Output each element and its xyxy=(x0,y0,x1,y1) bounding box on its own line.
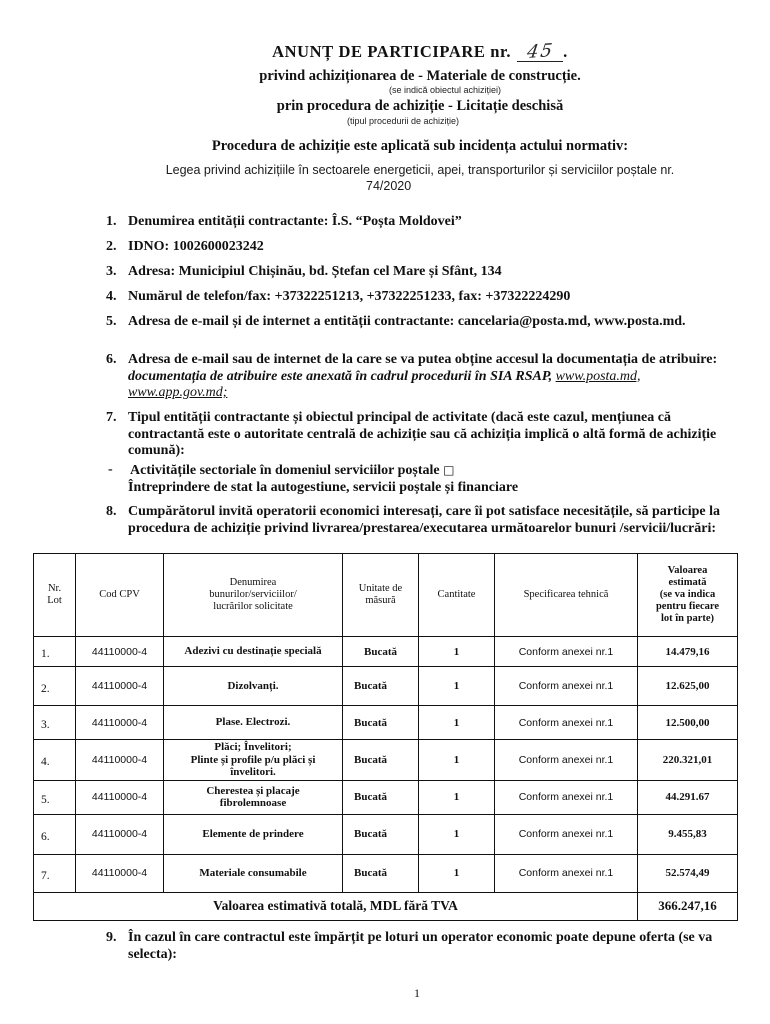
cpv-code-cell: 44110000-4 xyxy=(76,780,164,814)
lot-number-cell: 3. xyxy=(34,706,76,740)
lot-row xyxy=(34,854,738,892)
item-name-line: Plăci; Învelitori; xyxy=(214,741,292,753)
cpv-code-cell: 44110000-4 xyxy=(76,667,164,706)
item-name-cell xyxy=(164,637,343,667)
total-label: Valoarea estimativă totală, MDL fără TVA xyxy=(34,892,638,920)
unit-cell: Bucată xyxy=(343,706,419,740)
header-unit xyxy=(343,554,419,637)
procurement-object-hint: (se indică obiectul achiziției) xyxy=(389,85,502,95)
item-lot-offers xyxy=(106,930,732,963)
bullet-text: Activitățile sectoriale în domeniul serviciilor poștale xyxy=(130,463,440,478)
header-line: lot în parte) xyxy=(660,613,715,624)
cpv-code-cell: 44110000-4 xyxy=(76,854,164,892)
technical-spec-cell: Conform anexei nr.1 xyxy=(495,706,638,740)
lot-number-cell: 5. xyxy=(34,780,76,814)
item-number: 4. xyxy=(106,289,117,304)
item-number: 6. xyxy=(106,352,117,367)
header-estimated-value xyxy=(638,554,738,637)
header-line: lucrărilor solicitate xyxy=(213,601,293,612)
cpv-code-cell: 44110000-4 xyxy=(76,637,164,667)
header-technical-spec xyxy=(495,554,638,637)
normative-act-heading: Procedura de achiziție este aplicată sub incidența actului normativ: xyxy=(211,138,629,154)
estimated-value-cell: 12.625,00 xyxy=(638,667,738,706)
item-text-block xyxy=(128,352,732,402)
lot-row xyxy=(34,667,738,706)
item-name-line: Materiale consumabile xyxy=(199,866,307,879)
handwritten-number-field xyxy=(517,39,563,64)
cpv-code-cell: 44110000-4 xyxy=(76,740,164,781)
item-text: În cazul în care contractul este împărțit pe loturi un operator economic poate depune oferta (se va selecta): xyxy=(128,930,713,962)
lot-number-cell: 1. xyxy=(34,637,76,667)
header-line: (se va indica xyxy=(659,589,716,600)
item-entity-type xyxy=(106,410,732,460)
item-name-line: Cherestea și placaje xyxy=(206,784,300,797)
item-text: IDNO: 1002600023242 xyxy=(128,239,264,254)
item-number: 2. xyxy=(106,239,117,254)
quantity-cell: 1 xyxy=(419,667,495,706)
unit-cell: Bucată xyxy=(343,854,419,892)
item-text: Adresa: Municipiul Chișinău, bd. Ștefan cel Mare și Sfânt, 134 xyxy=(128,264,502,279)
estimated-value-cell: 220.321,01 xyxy=(638,740,738,781)
item-name-cell xyxy=(164,780,343,814)
total-row xyxy=(34,892,738,920)
header-line: Unitate de xyxy=(358,583,403,594)
quantity-cell: 1 xyxy=(419,814,495,854)
item-phone-fax xyxy=(106,289,732,306)
estimated-value-cell: 12.500,00 xyxy=(638,706,738,740)
procedure-type-line: prin procedura de achiziție - Licitație deschisă xyxy=(276,98,564,114)
item-name-line: învelitori. xyxy=(230,766,276,778)
item-name-cell xyxy=(164,706,343,740)
unit-cell: Bucată xyxy=(343,814,419,854)
bullet-line xyxy=(130,462,732,480)
quantity-cell: 1 xyxy=(419,780,495,814)
estimated-value-cell: 52.574,49 xyxy=(638,854,738,892)
item-invitation xyxy=(106,504,732,537)
unit-cell: Bucată xyxy=(343,740,419,781)
header-quantity xyxy=(419,554,495,637)
procedure-type-hint: (tipul procedurii de achiziție) xyxy=(347,116,460,126)
header-line: pentru fiecare xyxy=(655,601,720,612)
document-title xyxy=(70,40,770,64)
header-line: Specificarea tehnică xyxy=(523,589,609,600)
item-number: 1. xyxy=(106,214,117,229)
title-text: ANUNȚ DE PARTICIPARE nr. xyxy=(272,42,512,61)
title-end: . xyxy=(563,42,568,61)
checkbox-icon: □ xyxy=(443,463,455,477)
technical-spec-cell: Conform anexei nr.1 xyxy=(495,637,638,667)
technical-spec-cell: Conform anexei nr.1 xyxy=(495,780,638,814)
estimated-value-cell: 14.479,16 xyxy=(638,637,738,667)
quantity-cell: 1 xyxy=(419,740,495,781)
unit-cell: Bucată xyxy=(343,780,419,814)
lot-row xyxy=(34,740,738,781)
header-line: estimată xyxy=(668,577,707,588)
lot-number-cell: 2. xyxy=(34,667,76,706)
lots-table xyxy=(33,553,738,921)
header-line: Denumirea xyxy=(229,577,277,588)
technical-spec-cell: Conform anexei nr.1 xyxy=(495,667,638,706)
item-text: Cumpărătorul invită operatorii economici interesați, care îi pot satisface necesitățile, să participe la procedura de achiziție privind livrarea/prestarea/executarea următoarelor bunuri /servicii/lucrări: xyxy=(128,504,721,536)
lot-number-cell: 6. xyxy=(34,814,76,854)
lot-number-cell: 4. xyxy=(34,740,76,781)
item-name-line: Plase. Electrozi. xyxy=(215,716,291,729)
lot-row xyxy=(34,814,738,854)
header-line: măsură xyxy=(365,595,396,606)
cpv-code-cell: 44110000-4 xyxy=(76,814,164,854)
tender-docs-links: www.posta.md, www.app.gov.md; xyxy=(128,368,641,400)
header-line: Cantitate xyxy=(437,589,476,600)
estimated-value-cell: 9.455,83 xyxy=(638,814,738,854)
quantity-cell: 1 xyxy=(419,637,495,667)
item-email-web xyxy=(106,314,732,331)
lot-row xyxy=(34,780,738,814)
bullet-dash: - xyxy=(108,462,113,477)
item-contracting-entity xyxy=(106,214,732,231)
header-lot-number xyxy=(34,554,76,637)
total-value: 366.247,16 xyxy=(638,892,738,920)
item-text: Tipul entității contractante și obiectul principal de activitate (dacă este cazul, mențiunea că contractantă este o autoritate centrală de achiziție sau că achiziția implică o altă formă de achiziție comună): xyxy=(128,410,717,458)
quantity-cell: 1 xyxy=(419,706,495,740)
item-tender-docs-access xyxy=(106,352,732,402)
item-idno xyxy=(106,239,732,256)
item-name-line: Dizolvanți. xyxy=(227,679,279,692)
quantity-cell: 1 xyxy=(419,854,495,892)
technical-spec-cell: Conform anexei nr.1 xyxy=(495,814,638,854)
item-name-line: Adezivi cu destinație specială xyxy=(184,645,322,658)
table-header-row xyxy=(34,554,738,637)
header-line: bunurilor/serviciilor/ xyxy=(209,589,297,600)
handwritten-number: 45 xyxy=(525,39,556,64)
item-number: 3. xyxy=(106,264,117,279)
table-body xyxy=(34,637,738,921)
cpv-code-cell: 44110000-4 xyxy=(76,706,164,740)
technical-spec-cell: Conform anexei nr.1 xyxy=(495,740,638,781)
header-line: Valoarea xyxy=(667,565,708,576)
header-item-name xyxy=(164,554,343,637)
normative-act-line-1: Legea privind achizițiile în sectoarele energeticii, apei, transporturilor și serviciilor poștale nr. xyxy=(165,163,675,177)
header-cpv-code xyxy=(76,554,164,637)
procurement-object-line: privind achiziționarea de - Materiale de construcție. xyxy=(259,68,581,84)
item-name-line: fibrolemnoase xyxy=(219,797,287,809)
unit-cell: Bucată xyxy=(343,637,419,667)
item-text: Adresa de e-mail sau de internet de la care se va putea obține accesul la documentația de atribuire: xyxy=(128,352,718,367)
technical-spec-cell: Conform anexei nr.1 xyxy=(495,854,638,892)
item-text: Denumirea entității contractante: Î.S. “Poșta Moldovei” xyxy=(128,214,462,229)
item-text: Adresa de e-mail și de internet a entității contractante: cancelaria@posta.md, www.posta.md. xyxy=(128,314,686,329)
item-number: 8. xyxy=(106,504,117,519)
item-number: 9. xyxy=(106,930,117,945)
header-line: Cod CPV xyxy=(99,589,140,600)
page-number: 1 xyxy=(414,986,420,1000)
item-name-cell xyxy=(164,667,343,706)
tender-docs-note: documentația de atribuire este anexată în cadrul procedurii în SIA RSAP, xyxy=(128,368,553,384)
normative-act-line-2: 74/2020 xyxy=(366,179,412,193)
lot-number-cell: 7. xyxy=(34,854,76,892)
unit-cell: Bucată xyxy=(343,667,419,706)
lot-row xyxy=(34,637,738,667)
item-text: Numărul de telefon/fax: +37322251213, +37322251233, fax: +37322224290 xyxy=(128,289,571,304)
entity-activity-bullet xyxy=(106,462,732,496)
estimated-value-cell: 44.291.67 xyxy=(638,780,738,814)
item-name-cell xyxy=(164,740,343,781)
lot-row xyxy=(34,706,738,740)
item-name-line: Plinte și profile p/u plăci și xyxy=(190,753,316,766)
item-name-cell xyxy=(164,814,343,854)
item-number: 5. xyxy=(106,314,117,329)
item-name-cell xyxy=(164,854,343,892)
item-name-line: Elemente de prindere xyxy=(202,827,304,840)
header-line: Lot xyxy=(47,595,62,606)
header-line: Nr. xyxy=(47,583,62,594)
item-address xyxy=(106,264,732,281)
entity-activity-description: Întreprindere de stat la autogestiune, servicii poștale și financiare xyxy=(128,479,519,495)
item-number: 7. xyxy=(106,410,117,425)
